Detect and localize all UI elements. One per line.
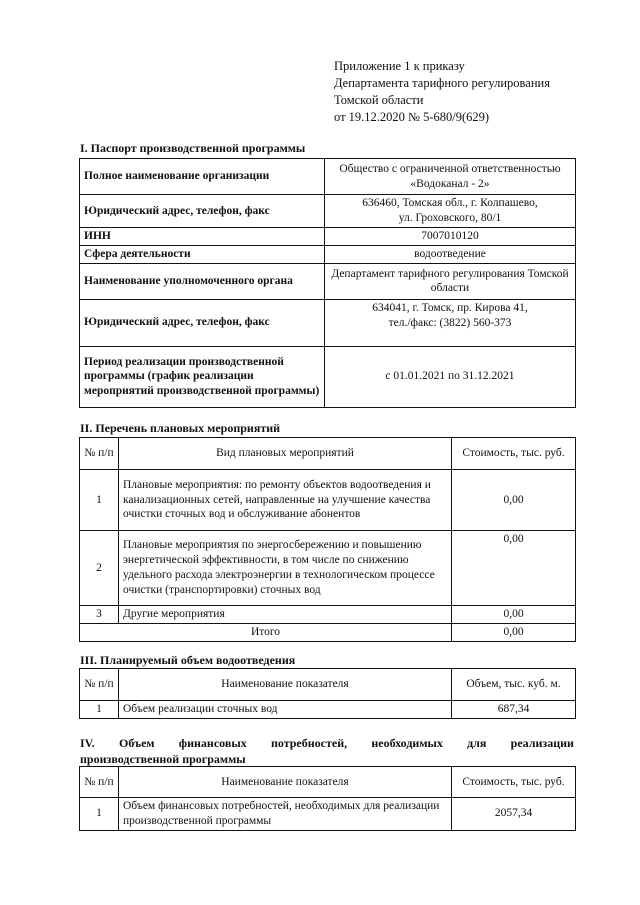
table-row <box>80 346 576 407</box>
title-word: потребностей, <box>270 736 348 750</box>
passport-value-line: 634041, г. Томск, пр. Кирова 41, <box>372 301 528 314</box>
table-row <box>80 159 576 195</box>
passport-value: Общество с ограниченной ответственностью «Водоканал - 2» <box>325 159 576 195</box>
table-row <box>80 531 576 606</box>
table-row <box>80 245 576 263</box>
appendix-header <box>334 58 624 126</box>
passport-label: Сфера деятельности <box>80 245 325 263</box>
passport-value <box>325 195 576 228</box>
table-header-row <box>80 669 576 701</box>
appendix-line-1: Приложение 1 к приказу <box>334 59 465 73</box>
passport-value: водоотведение <box>325 245 576 263</box>
measures-table <box>79 437 576 642</box>
header-name: Вид плановых мероприятий <box>119 438 452 470</box>
header-cost: Стоимость, тыс. руб. <box>452 438 576 470</box>
passport-label: Период реализации производственной программы (график реализации мероприятий производственной программы) <box>80 346 325 407</box>
passport-value: с 01.01.2021 по 31.12.2021 <box>325 346 576 407</box>
passport-label: Юридический адрес, телефон, факс <box>80 299 325 346</box>
table-header-row <box>80 767 576 798</box>
passport-value-line: 636460, Томская обл., г. Колпашево, <box>362 197 538 209</box>
title-word: финансовых <box>178 736 247 750</box>
total-label: Итого <box>80 623 452 641</box>
section-4-title-line-1 <box>80 736 574 752</box>
row-name: Плановые мероприятия по энергосбережению и повышению энергетической эффективности, в том числе по снижению удельного расхода электроэнергии в технологическом процессе очистки (транспортировки) сточных вод <box>119 531 452 606</box>
table-row <box>80 263 576 299</box>
section-1-title: I. Паспорт производственной программы <box>80 141 306 155</box>
appendix-line-2: Департамента тарифного регулирования <box>334 75 550 90</box>
total-cost: 0,00 <box>452 623 576 641</box>
row-cost: 0,00 <box>452 470 576 531</box>
passport-value: 7007010120 <box>325 228 576 246</box>
section-2-title: II. Перечень плановых мероприятий <box>80 421 281 435</box>
passport-label: Полное наименование организации <box>80 159 325 195</box>
row-num: 1 <box>80 470 119 531</box>
section-3-title: III. Планируемый объем водоотведения <box>80 653 296 667</box>
table-row <box>80 470 576 531</box>
row-volume: 687,34 <box>452 701 576 719</box>
header-name: Наименование показателя <box>119 669 452 701</box>
passport-table <box>79 158 576 408</box>
title-word: необходимых <box>371 736 443 750</box>
row-num: 1 <box>80 701 119 719</box>
row-name: Объем реализации сточных вод <box>119 701 452 719</box>
passport-value-line: ул. Гроховского, 80/1 <box>398 211 502 224</box>
row-cost: 0,00 <box>452 531 576 606</box>
header-cost: Стоимость, тыс. руб. <box>452 767 576 798</box>
section-4-title <box>80 736 574 767</box>
table-row <box>80 701 576 719</box>
total-row <box>80 623 576 641</box>
passport-value-line: тел./факс: (3822) 560-373 <box>388 316 512 329</box>
passport-label: Юридический адрес, телефон, факс <box>80 195 325 228</box>
header-name: Наименование показателя <box>119 767 452 798</box>
row-name: Другие мероприятия <box>119 606 452 624</box>
title-word: IV. <box>80 736 95 750</box>
table-row <box>80 195 576 228</box>
row-num: 1 <box>80 798 119 831</box>
header-volume: Объем, тыс. куб. м. <box>452 669 576 701</box>
table-header-row <box>80 438 576 470</box>
title-word: реализации <box>510 736 574 750</box>
passport-value <box>325 299 576 346</box>
appendix-line-3: Томской области <box>334 92 424 107</box>
header-num: № п/п <box>80 669 119 701</box>
passport-label: Наименование уполномоченного органа <box>80 263 325 299</box>
row-num: 2 <box>80 531 119 606</box>
table-row <box>80 606 576 624</box>
finance-table <box>79 766 576 831</box>
volume-table <box>79 668 576 719</box>
header-num: № п/п <box>80 767 119 798</box>
table-row <box>80 299 576 346</box>
passport-value: Департамент тарифного регулирования Томской области <box>325 263 576 299</box>
title-word: для <box>467 736 487 750</box>
row-cost: 0,00 <box>452 606 576 624</box>
row-name: Плановые мероприятия: по ремонту объектов водоотведения и канализационных сетей, направленные на улучшение качества очистки сточных вод и обслуживание абонентов <box>119 470 452 531</box>
header-num: № п/п <box>80 438 119 470</box>
passport-label: ИНН <box>80 228 325 246</box>
appendix-line-4: от 19.12.2020 № 5-680/9(629) <box>334 109 490 124</box>
row-cost: 2057,34 <box>452 798 576 831</box>
row-num: 3 <box>80 606 119 624</box>
section-4-title-line-2: производственной программы <box>80 751 246 766</box>
table-row <box>80 228 576 246</box>
title-word: Объем <box>119 736 155 750</box>
row-name: Объем финансовых потребностей, необходимых для реализации производственной программы <box>119 798 452 831</box>
table-row <box>80 798 576 831</box>
